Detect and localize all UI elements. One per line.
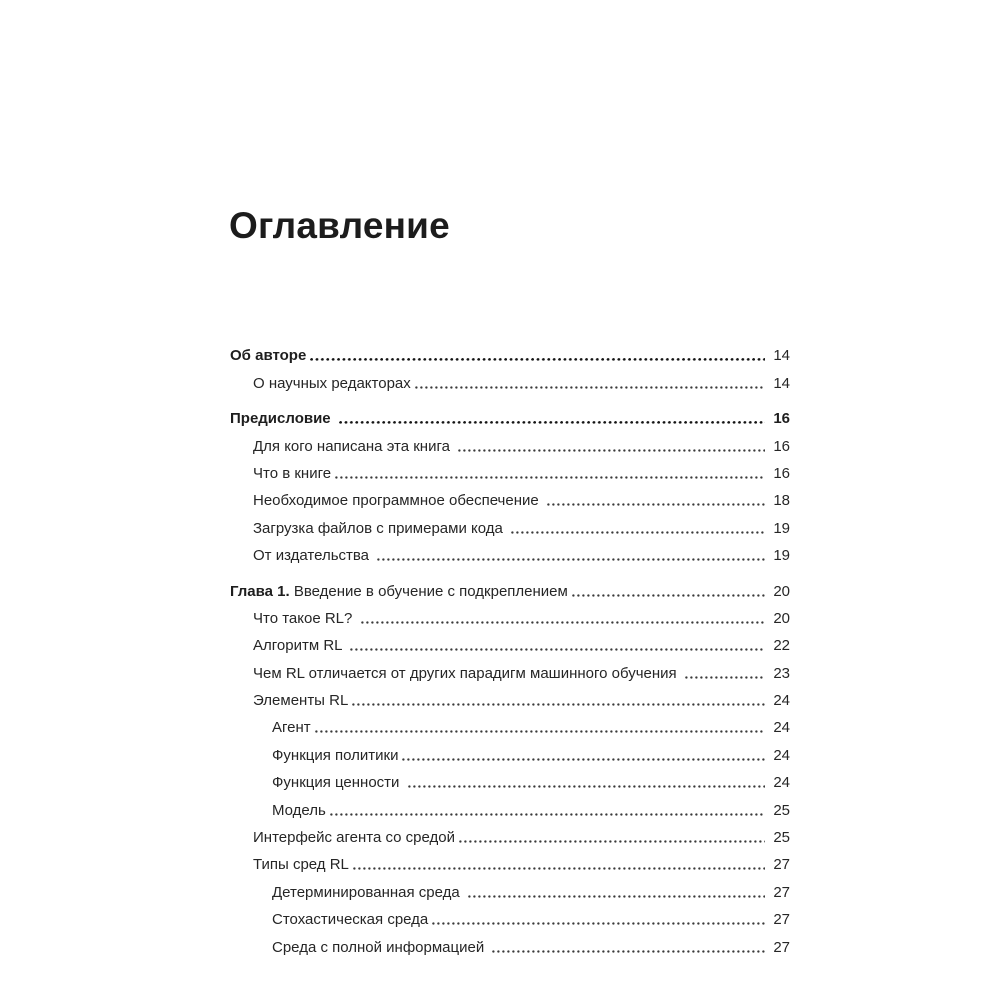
toc-entry-page: 27 xyxy=(773,883,790,901)
toc-leader-dots xyxy=(339,421,765,424)
toc-entry-page: 23 xyxy=(773,664,790,682)
toc-entry-page: 16 xyxy=(773,437,790,455)
toc-leader-dots xyxy=(547,503,765,506)
toc-entry xyxy=(230,682,790,709)
toc-entry xyxy=(230,819,790,846)
toc-entry xyxy=(230,627,790,654)
toc-entry xyxy=(230,337,790,364)
toc-entry xyxy=(230,482,790,509)
toc-entry-label: Функция политики xyxy=(272,746,399,764)
toc-entry-label: Модель xyxy=(272,801,326,819)
toc-entry-page: 19 xyxy=(773,547,790,565)
toc-leader-dots xyxy=(511,531,765,534)
toc-entry-label: Для кого написана эта книга xyxy=(253,437,455,455)
toc-entry-label: От издательства xyxy=(253,547,374,565)
toc-entry-label: Среда с полной информацией xyxy=(272,938,489,956)
toc-entry-page: 24 xyxy=(773,774,790,792)
toc-entry-label: Чем RL отличается от других парадигм машинного обучения xyxy=(253,664,681,682)
toc-entry-page: 19 xyxy=(773,519,790,537)
toc-entry-label: Загрузка файлов с примерами кода xyxy=(253,519,508,537)
toc-entry-label: Что такое RL? xyxy=(253,609,357,627)
toc-entry xyxy=(230,901,790,928)
toc-leader-dots xyxy=(572,594,765,597)
toc-entry-label: Стохастическая среда xyxy=(272,911,429,929)
toc-leader-dots xyxy=(492,950,765,953)
toc-leader-dots xyxy=(468,895,765,898)
toc-entry-page: 14 xyxy=(773,374,790,392)
toc-leader-dots xyxy=(408,785,765,788)
toc-entry-label: Агент xyxy=(272,719,311,737)
toc-entry xyxy=(230,509,790,536)
toc-entry xyxy=(230,427,790,454)
toc-entry-page: 24 xyxy=(773,746,790,764)
toc-entry-label: О научных редакторах xyxy=(253,374,411,392)
toc-entry-label: Элементы RL xyxy=(253,692,349,710)
toc-entry-page: 24 xyxy=(773,719,790,737)
toc-entry-label: Введение в обучение с подкреплением xyxy=(293,582,568,600)
toc-leader-dots xyxy=(377,558,765,561)
toc-leader-dots xyxy=(350,648,765,651)
toc-entry xyxy=(230,873,790,900)
toc-entry-label: Алгоритм RL xyxy=(253,637,347,655)
toc-entry xyxy=(230,400,790,427)
toc-entry xyxy=(230,709,790,736)
toc-entry-page: 20 xyxy=(773,582,790,600)
toc-list xyxy=(230,337,790,956)
toc-entry-page: 14 xyxy=(773,347,790,365)
toc-entry xyxy=(230,846,790,873)
toc-entry xyxy=(230,654,790,681)
toc-entry xyxy=(230,764,790,791)
toc-leader-dots xyxy=(459,840,765,843)
toc-entry xyxy=(230,537,790,564)
toc-entry-page: 27 xyxy=(773,911,790,929)
toc-leader-dots xyxy=(415,386,765,389)
toc-leader-dots xyxy=(432,922,765,925)
toc-entry-page: 25 xyxy=(773,829,790,847)
toc-entry xyxy=(230,364,790,391)
toc-entry-label-bold: Предисловие xyxy=(230,410,335,428)
toc-entry-page: 27 xyxy=(773,856,790,874)
toc-entry-page: 16 xyxy=(773,464,790,482)
toc-entry-label: Детерминированная среда xyxy=(272,883,464,901)
page-title: Оглавление xyxy=(229,204,450,246)
toc-entry xyxy=(230,455,790,482)
toc-entry xyxy=(230,600,790,627)
toc-entry-label-bold: Глава 1. xyxy=(230,582,294,600)
toc-leader-dots xyxy=(361,621,765,624)
toc-leader-dots xyxy=(315,730,765,733)
toc-entry-label: Типы сред RL xyxy=(253,856,349,874)
toc-entry-label: Функция ценности xyxy=(272,774,404,792)
toc-leader-dots xyxy=(352,703,765,706)
toc-entry-page: 27 xyxy=(773,938,790,956)
toc-leader-dots xyxy=(458,449,765,452)
toc-entry-page: 24 xyxy=(773,692,790,710)
toc-entry xyxy=(230,572,790,599)
toc-entry xyxy=(230,928,790,955)
toc-leader-dots xyxy=(685,676,765,679)
toc-leader-dots xyxy=(310,358,765,361)
toc-entry-page: 25 xyxy=(773,801,790,819)
toc-entry-label-bold: Об авторе xyxy=(230,347,307,365)
toc-entry-page: 20 xyxy=(773,609,790,627)
toc-entry xyxy=(230,736,790,763)
toc-leader-dots xyxy=(353,867,765,870)
toc-entry-label: Необходимое программное обеспечение xyxy=(253,492,543,510)
toc-entry xyxy=(230,791,790,818)
toc-entry-label: Интерфейс агента со средой xyxy=(253,829,456,847)
toc-entry-page: 16 xyxy=(773,410,790,428)
toc-leader-dots xyxy=(335,476,765,479)
toc-leader-dots xyxy=(330,813,765,816)
toc-entry-page: 18 xyxy=(773,492,790,510)
toc-leader-dots xyxy=(402,758,765,761)
toc-entry-label: Что в книге xyxy=(253,464,332,482)
toc-entry-page: 22 xyxy=(773,637,790,655)
